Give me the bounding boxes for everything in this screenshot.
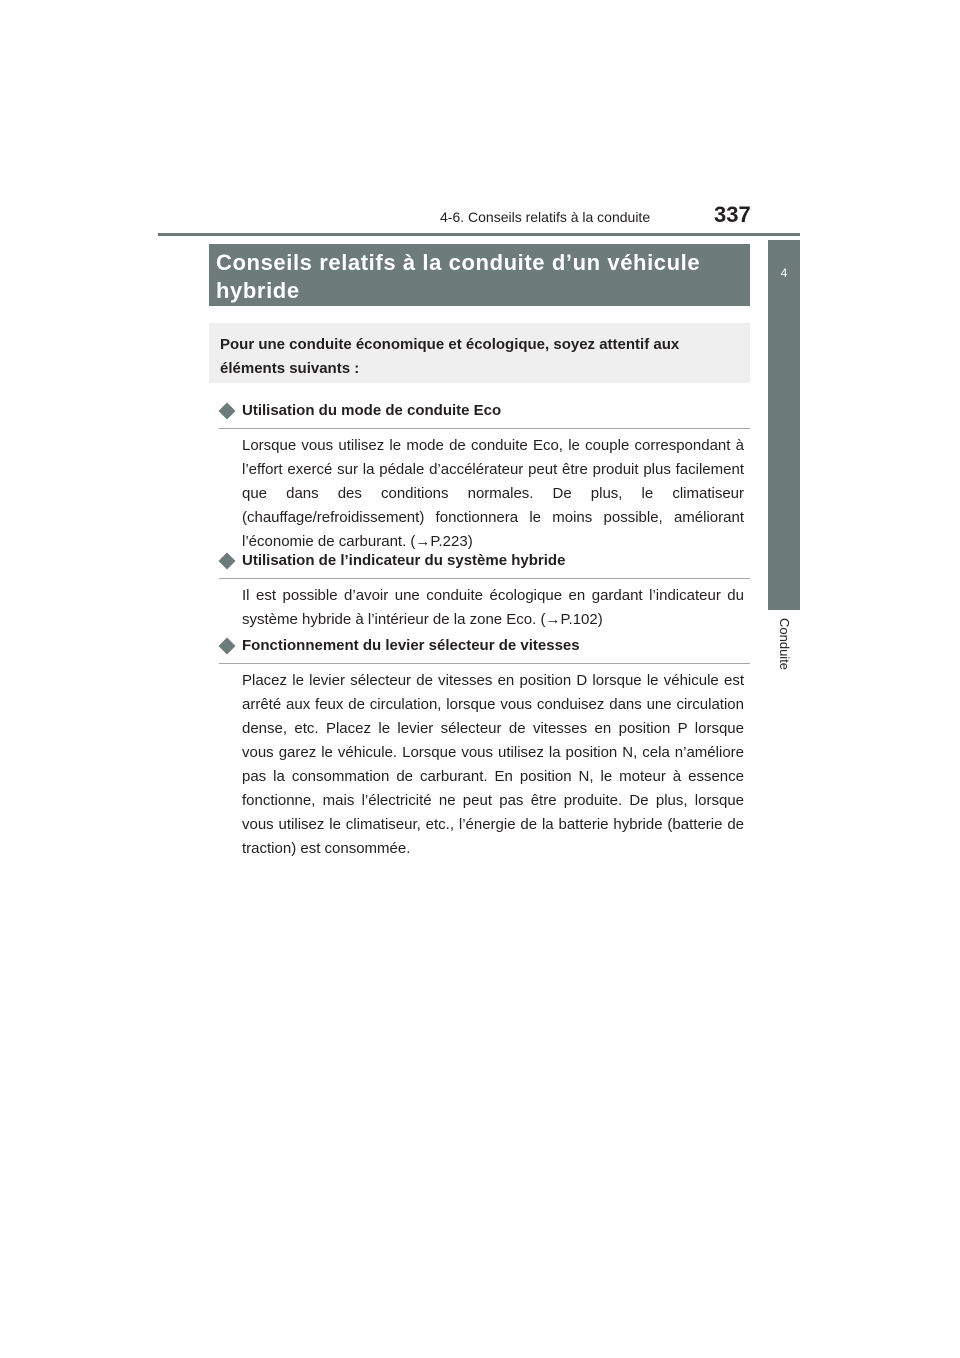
chapter-tab [768, 240, 800, 610]
section-heading [219, 552, 750, 579]
header-rule [158, 233, 800, 236]
section-body: Placez le levier sélecteur de vitesses en position D lorsque le véhicule est arrêté aux feux de circulation, lorsque vous conduisez dans une circulation dense, etc. Placez le levier sélecteur de vitesses en position P lorsque vous garez le véhicule. Lorsque vous utilisez la position N, cela n’améliore pas la consommation de carburant. En position N, le moteur à essence fonctionne, mais l’électricité ne peut pas être produite. De plus, lorsque vous utilisez le climatiseur, etc., l’énergie de la batterie hybride (batterie de traction) est consommée. [242, 672, 744, 857]
section-heading-text: Fonctionnement du levier sélecteur de vitesses [242, 637, 580, 654]
diamond-bullet-icon [219, 403, 236, 420]
section-heading [219, 637, 750, 664]
diamond-bullet-icon [219, 638, 236, 655]
section-heading-text: Utilisation de l’indicateur du système hybride [242, 552, 566, 569]
page-number: 337 [714, 202, 751, 227]
page-title: Conseils relatifs à la conduite d’un véhicule hybride [209, 244, 750, 306]
chapter-label: Conduite [777, 618, 792, 671]
section-body: Lorsque vous utilisez le mode de conduite Eco, le couple correspondant à l’effort exercé sur la pédale d’accélérateur peut être produit plus facilement que dans des conditions normales. De plus, le climatiseur (chauffage/refroidissement) fonctionnera le moins possible, améliorant l’économie de carburant. (→P.223) [242, 437, 744, 550]
intro-box: Pour une conduite économique et écologique, soyez attentif aux éléments suivants : [209, 323, 750, 383]
section-body: Il est possible d’avoir une conduite écologique en gardant l’indicateur du système hybride à l’intérieur de la zone Eco. (→P.102) [242, 587, 744, 628]
chapter-number: 4 [780, 266, 788, 280]
section-header: 4-6. Conseils relatifs à la conduite [440, 209, 651, 225]
section-heading-text: Utilisation du mode de conduite Eco [242, 402, 502, 419]
diamond-bullet-icon [219, 553, 236, 570]
section-heading [219, 402, 750, 429]
